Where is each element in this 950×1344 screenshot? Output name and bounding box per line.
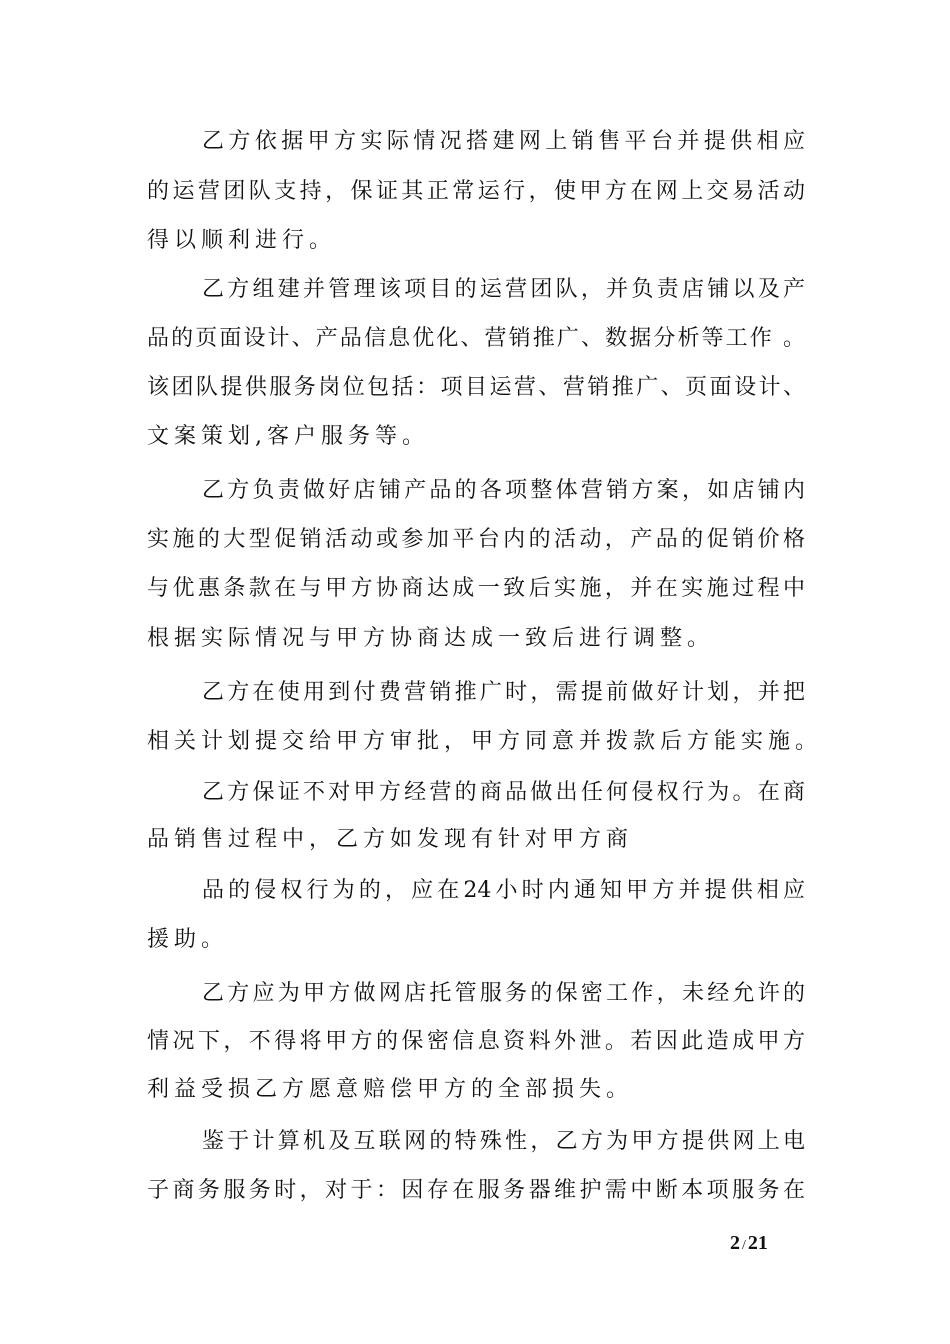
text-line: 援助。 [147,927,229,952]
text-line: 品的侵权行为的，应在24小时内通知甲方并提供相应 [202,878,805,903]
text-line: 品销售过程中，乙方如发现有针对甲方商 [147,827,634,852]
text-line: 文案策划,客户服务等。 [147,424,429,449]
text-line: 乙方组建并管理该项目的运营团队，并负责店铺以及产 [202,277,805,302]
page-current: 2 [730,1232,740,1254]
text-line: 乙方保证不对甲方经营的商品做出任何侵权行为。在商 [202,780,805,805]
text-line: 实施的大型促销活动或参加平台内的活动，产品的促销价格 [147,527,805,552]
text-line: 乙方负责做好店铺产品的各项整体营销方案，如店铺内 [202,478,805,503]
text-line: 得以顺利进行。 [147,228,337,253]
text-line: 利益受损乙方愿意赔偿甲方的全部损失。 [147,1077,634,1102]
page-number [730,1232,768,1255]
text-line: 该团队提供服务岗位包括：项目运营、营销推广、页面设计、 [147,375,805,400]
text-line: 鉴于计算机及互联网的特殊性，乙方为甲方提供网上电 [202,1129,805,1154]
text-line: 根据实际情况与甲方协商达成一致后进行调整。 [147,626,715,651]
text-line: 相关计划提交给甲方审批，甲方同意并拨款后方能实施。 [147,729,823,754]
text-line: 品的页面设计、产品信息优化、营销推广、数据分析等工作 。 [147,326,805,351]
page-separator: / [742,1238,746,1253]
text-line: 的运营团队支持，保证其正常运行，使甲方在网上交易活动 [147,179,805,204]
text-line: 情况下，不得将甲方的保密信息资料外泄。若因此造成甲方 [147,1029,805,1054]
text-line: 乙方在使用到付费营销推广时，需提前做好计划，并把 [202,680,805,705]
text-line: 乙方依据甲方实际情况搭建网上销售平台并提供相应 [202,129,805,154]
text-line: 与优惠条款在与甲方协商达成一致后实施，并在实施过程中 [147,576,805,601]
text-line: 子商务服务时，对于：因存在服务器维护需中断本项服务在 [147,1178,805,1203]
text-line: 乙方应为甲方做网店托管服务的保密工作，未经允许的 [202,981,805,1006]
page-total: 21 [747,1232,768,1254]
